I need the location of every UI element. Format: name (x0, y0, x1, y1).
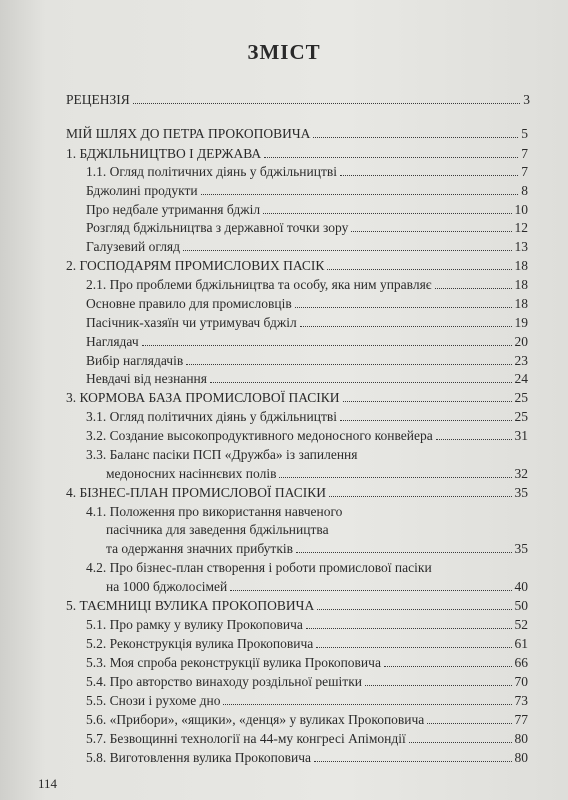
entry-text: 3. КОРМОВА БАЗА ПРОМИСЛОВОЇ ПАСІКИ (66, 390, 340, 405)
entry-page: 61 (514, 636, 528, 651)
leader-dots (365, 685, 512, 686)
leader-dots (327, 269, 511, 270)
toc-entry (106, 578, 528, 595)
entry-page: 5 (521, 126, 528, 141)
entry-page: 13 (514, 239, 528, 254)
entry-text: 5. ТАЄМНИЦІ ВУЛИКА ПРОКОПОВИЧА (66, 598, 315, 613)
entry-text: 5.2. Реконструкція вулика Прокоповича (86, 636, 314, 651)
toc-entry (66, 597, 528, 614)
toc-entry (86, 333, 528, 350)
toc-entry (66, 125, 528, 142)
entry-text: 2. ГОСПОДАРЯМ ПРОМИСЛОВИХ ПАСІК (66, 258, 325, 273)
entry-text: МІЙ ШЛЯХ ДО ПЕТРА ПРОКОПОВИЧА (66, 126, 311, 141)
leader-dots (279, 477, 511, 478)
entry-text: 3.2. Создание высокопродуктивного медоносного конвейера (86, 428, 433, 443)
toc-entry (86, 749, 528, 766)
leader-dots (317, 609, 511, 610)
entry-page: 80 (514, 731, 528, 746)
entry-text: РЕЦЕНЗІЯ (66, 92, 130, 107)
leader-dots (316, 647, 511, 648)
leader-dots (436, 439, 512, 440)
leader-dots (343, 401, 512, 402)
toc-entry (86, 635, 528, 652)
leader-dots (300, 326, 512, 327)
leader-dots (313, 137, 518, 138)
leader-dots (427, 723, 511, 724)
leader-dots (351, 231, 511, 232)
entry-page: 3 (523, 92, 530, 107)
leader-dots (409, 742, 512, 743)
toc-entry (86, 692, 528, 709)
entry-text: 5.6. «Прибори», «ящики», «денця» у вуликах Прокоповича (86, 712, 425, 727)
entry-page: 7 (521, 146, 528, 161)
toc-entry (86, 427, 528, 444)
entry-page: 32 (514, 466, 528, 481)
entry-text: Галузевий огляд (86, 239, 181, 254)
toc-entry (86, 711, 528, 728)
entry-page: 25 (514, 409, 528, 424)
leader-dots (295, 307, 512, 308)
leader-dots (314, 761, 511, 762)
leader-dots (201, 194, 519, 195)
entry-text: Невдачі від незнання (86, 371, 207, 386)
entry-text: Бджолині продукти (86, 183, 198, 198)
leader-dots (306, 628, 512, 629)
toc-entry (66, 484, 528, 501)
toc-entry-line: 3.3. Баланс пасіки ПСП «Дружба» із запилення (86, 447, 358, 462)
leader-dots (183, 250, 511, 251)
entry-page: 35 (514, 485, 528, 500)
toc-entry (86, 408, 528, 425)
toc-entry (86, 276, 528, 293)
entry-text: Про недбале утримання бджіл (86, 202, 261, 217)
page-title: ЗМІСТ (247, 40, 321, 64)
entry-text: 1.1. Огляд політичних діянь у бджільництві (86, 164, 337, 179)
toc-entry (106, 465, 528, 482)
toc-entry (66, 91, 530, 108)
entry-text: на 1000 бджолосімей (106, 579, 228, 594)
page-number: 114 (38, 776, 58, 791)
entry-page: 80 (514, 750, 528, 765)
toc-entry (86, 370, 528, 387)
toc-entry (86, 201, 528, 218)
entry-text: 5.8. Виготовлення вулика Прокоповича (86, 750, 312, 765)
leader-dots (230, 590, 511, 591)
leader-dots (340, 420, 512, 421)
toc-entry (86, 163, 528, 180)
entry-text: 1. БДЖІЛЬНИЦТВО І ДЕРЖАВА (66, 146, 262, 161)
entry-text: 5.7. Безвощинні технології на 44-му конгресі Апімондії (86, 731, 406, 746)
leader-dots (186, 364, 511, 365)
leader-dots (264, 157, 518, 158)
entry-page: 12 (514, 220, 528, 235)
entry-page: 7 (521, 164, 528, 179)
entry-text: медоносних насіннєвих полів (106, 466, 277, 481)
leader-dots (329, 496, 512, 497)
entry-text: та одержання значних прибутків (106, 541, 294, 556)
entry-text: Основне правило для промисловців (86, 296, 292, 311)
entry-text: Наглядач (86, 334, 139, 349)
entry-text: 3.1. Огляд політичних діянь у бджільництві (86, 409, 337, 424)
entry-page: 25 (514, 390, 528, 405)
entry-page: 31 (514, 428, 528, 443)
entry-page: 23 (514, 353, 528, 368)
entry-text: 4. БІЗНЕС-ПЛАН ПРОМИСЛОВОЇ ПАСІКИ (66, 485, 326, 500)
toc-entry (86, 219, 528, 236)
toc-entry (86, 352, 528, 369)
entry-page: 35 (514, 541, 528, 556)
leader-dots (223, 704, 511, 705)
toc-entry-line: пасічника для заведення бджільництва (106, 522, 329, 537)
toc-entry (86, 182, 528, 199)
entry-page: 10 (514, 202, 528, 217)
toc-entry (66, 145, 528, 162)
toc-entry (86, 654, 528, 671)
entry-page: 20 (514, 334, 528, 349)
toc-entry (106, 540, 528, 557)
entry-text: 5.3. Моя спроба реконструкції вулика Прокоповича (86, 655, 381, 670)
toc-entry (86, 673, 528, 690)
toc-entry (86, 730, 528, 747)
leader-dots (340, 175, 518, 176)
leader-dots (435, 288, 512, 289)
entry-page: 40 (514, 579, 528, 594)
entry-page: 18 (514, 277, 528, 292)
entry-text: Розгляд бджільництва з державної точки зору (86, 220, 349, 235)
leader-dots (142, 345, 512, 346)
leader-dots (296, 552, 511, 553)
entry-page: 77 (514, 712, 528, 727)
toc-entry-line: 4.1. Положення про використання навченого (86, 504, 343, 519)
entry-page: 52 (514, 617, 528, 632)
entry-text: 5.1. Про рамку у вулику Прокоповича (86, 617, 303, 632)
entry-page: 66 (514, 655, 528, 670)
entry-page: 8 (521, 183, 528, 198)
entry-text: 2.1. Про проблеми бджільництва та особу, яка ним управляє (86, 277, 432, 292)
entry-page: 70 (514, 674, 528, 689)
leader-dots (210, 382, 512, 383)
entry-text: 5.4. Про авторство винаходу роздільної решітки (86, 674, 362, 689)
toc-entry (86, 616, 528, 633)
toc-entry (86, 314, 528, 331)
leader-dots (133, 103, 520, 104)
toc-entry (66, 389, 528, 406)
entry-page: 19 (514, 315, 528, 330)
toc-entry (66, 257, 528, 274)
entry-page: 18 (514, 296, 528, 311)
toc-entry (86, 238, 528, 255)
leader-dots (263, 213, 511, 214)
leader-dots (384, 666, 512, 667)
entry-text: Пасічник-хазяїн чи утримувач бджіл (86, 315, 297, 330)
toc-entry (86, 295, 528, 312)
entry-page: 50 (514, 598, 528, 613)
entry-page: 73 (514, 693, 528, 708)
entry-text: 5.5. Снози і рухоме дно (86, 693, 221, 708)
entry-text: Вибір наглядачів (86, 353, 184, 368)
toc-entry-line: 4.2. Про бізнес-план створення і роботи промислової пасіки (86, 560, 432, 575)
entry-page: 24 (514, 371, 528, 386)
entry-page: 18 (514, 258, 528, 273)
